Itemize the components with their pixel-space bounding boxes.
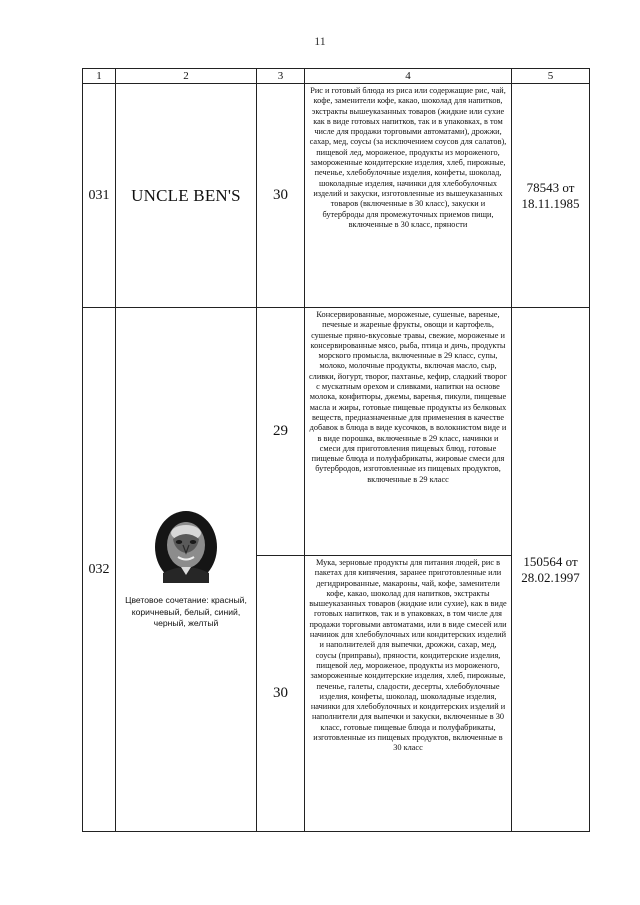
header-col-2: 2 (116, 69, 257, 84)
header-row (83, 69, 590, 84)
registration-number: 78543 от (526, 179, 575, 195)
row-id: 032 (83, 308, 116, 832)
header-col-4: 4 (305, 69, 512, 84)
row-id: 031 (83, 84, 116, 308)
portrait-logo-image (153, 509, 219, 585)
table-row (83, 84, 590, 308)
trademark-logo-cell (116, 308, 257, 832)
table-row (83, 308, 590, 556)
registration-cell (512, 84, 590, 308)
class-number: 29 (257, 308, 305, 556)
header-col-1: 1 (83, 69, 116, 84)
trademark-word: UNCLE BEN'S (116, 84, 257, 308)
class-number: 30 (257, 556, 305, 832)
goods-list: Консервированные, мороженые, сушеные, вареные, печеные и жареные фрукты, овощи и картофель, сушеные пряно-вкусовые травы, свежие, мороженые и консервированные мясо, рыба, птица и дичь, продукты морского промысла, включенные в 29 класс, супы, молоко, молочные продукты, включая масло, сыр, сливки, йогурт, творог, пахтанье, кефир, сладкий творог с мускатным орехом и сливками, напитки на основе молока, конфитюры, джемы, варенья, пикули, пищевые масла и жиры, готовые пищевые продукты из белковых веществ, предназначенные для применения в качестве добавок в блюда в виде кусочков, в волокнистом виде и в виде порошка, включенные в 29 класс, начинки и смеси для приготовления пищевых блюд, готовые пищевые блюда и полуфабрикаты, жировые смеси для бутербродов, изготовленные из пищевых продуктов, включенные в 29 класс (305, 308, 512, 556)
page-number: 11 (314, 34, 326, 48)
registration-number: 150564 от (523, 553, 578, 569)
header-col-5: 5 (512, 69, 590, 84)
class-number: 30 (257, 84, 305, 308)
header-col-3: 3 (257, 69, 305, 84)
goods-list: Рис и готовый блюда из риса или содержащие рис, чай, кофе, заменители кофе, какао, шоколад для напитков, экстракты вышеуказанных товаров (жидкие или сухие как в виде готовых напитков, так и в упаковках, в том числе для продажи торговыми автоматами), дрожжи, сахар, мед, соусы (за исключением соусов для салатов), пищевой лед, мороженое, продукты из мороженого, замороженные кондитерские изделия, хлеб, пирожные, печенье, хлебобулочные изделия, конфеты, шоколад, шоколадные изделия, начинки для хлебобулочных изделий и закуски, изготовленные из вышеуказанных товаров (включенные в 30 класс), закуски и бутерброды для промежуточных приемов пищи, включенные в 30 класс, пряности (305, 84, 512, 308)
color-combination-note: Цветовое сочетание: красный, коричневый, белый, синий, черный, желтый (125, 595, 247, 629)
goods-list: Мука, зерновые продукты для питания людей, рис в пакетах для кипячения, заранее приготовленные или дегидрированные, макароны, чай, кофе, заменители кофе, какао, шоколад для напитков, экстракты вышеуказанных товаров (жидкие или сухие), как в виде готовых напитков, так и в упаковках, в том числе для продажи торговыми автоматами, или в виде смесей или начинок для хлебобулочных или кондитерских изделий и наполнителей для выпечки, дрожжи, сахар, мед, соусы (приправы), пряности, кондитерские изделия, пищевой лед, мороженое, продукты из мороженого, замороженные кондитерские изделия, хлеб, пирожные, печенье, галеты, сладости, десерты, хлебобулочные изделия, конфеты, шоколад, шоколадные изделия, начинки для хлебобулочных и кондитерских изделий и наполнители для выпечки и закуски, включенные в 30 класс, готовые пищевые блюда и полуфабрикаты, изготовленные из пищевых продуктов, включенные в 30 класс (305, 556, 512, 832)
registration-cell (512, 308, 590, 832)
trademark-table (82, 68, 590, 832)
registration-date: 28.02.1997 (521, 569, 580, 585)
registration-date: 18.11.1985 (521, 195, 580, 211)
